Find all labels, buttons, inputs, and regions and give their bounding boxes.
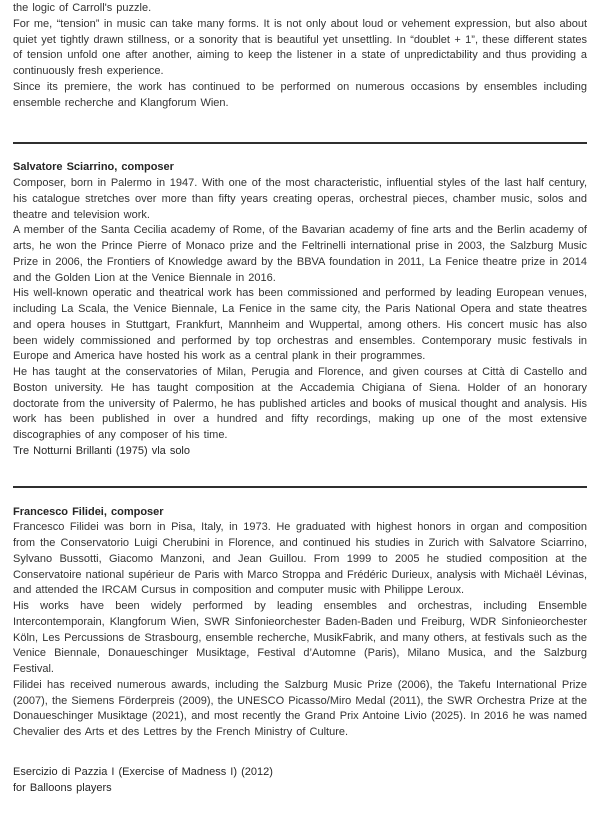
section-sciarrino-bio [13, 160, 587, 459]
work-title-tre-notturni-brillanti: Tre Notturni Brillanti (1975) vla solo [13, 444, 190, 457]
program-note-paragraph: Since its premiere, the work has continued to be performed on numerous occasions by ensembles including ensemble recherche and Klangforum Wien. [13, 80, 587, 109]
bio-paragraph: Francesco Filidei was born in Pisa, Italy, in 1973. He graduated with highest honors in organ and composition from the Conservatorio Luigi Cherubini in Florence, and continued his studies in Zurich with Salvatore Sciarrino, Sylvano Bussotti, Giacomo Manzoni, and Jean Guillou. From 1999 to 2005 he studied composition at the Conservatoire national supérieur de Paris with Marco Stroppa and Frédéric Durieux, analysis with Michaël Lévinas, and attended the IRCAM Cursus in composition and computer music with Philippe Leroux. [13, 521, 587, 597]
bio-paragraph: A member of the Santa Cecilia academy of Rome, of the Bavarian academy of fine arts and the Berlin academy of arts, he won the Prince Pierre of Monaco prize and the Feltrinelli international prise in 2003, the Salzburg Music Prize in 2006, the Frontiers of Knowledge award by the BBVA foundation in 2011, La Fenice theatre prize in 2014 and the Golden Lion at the Venice Biennale in 2016. [13, 224, 587, 284]
work-title-line: Esercizio di Pazzia I (Exercise of Madness I) (2012) [13, 765, 273, 778]
bio-paragraph: His works have been widely performed by leading ensembles and orchestras, including Ensemble Intercontemporain, Klangforum Wien, SWR Sinfonieorchester Baden-Baden und Freiburg, WDR Sinfonieorchester Köln, Les Percussions de Strasbourg, ensemble recherche, MusikFabrik, and many others, at festivals such as the Venice Biennale, Donaueschinger Musiktage, Festival d’Automne (Paris), Milano Musica, and the Salzburg Festival. [13, 600, 587, 675]
section-divider [13, 486, 587, 488]
bio-paragraph: His well-known operatic and theatrical work has been commissioned and performed by leading European venues, including La Scala, the Venice Biennale, La Fenice in the same city, the Paris National Opera and state theatres and opera houses in Stuttgart, Frankfurt, Mannheim and Wuppertal, among others. His concert music has also been widely commissioned and performed by top orchestras and ensembles. Contemporary music festivals in Europe and America have hosted his work as a central plank in their programmes. [13, 287, 587, 363]
section-filidei-bio [13, 505, 587, 797]
section-divider [13, 142, 587, 144]
work-title-esercizio-di-pazzia [13, 765, 587, 797]
program-note-paragraph: the logic of Carroll's puzzle. [13, 2, 152, 14]
bio-paragraph: Composer, born in Palermo in 1947. With one of the most characteristic, influential styles of the last half century, his catalogue stretches over more than fifty years creating operas, orchestral pieces, chamber music, solos and theatre and television work. [13, 177, 587, 221]
composer-heading-sciarrino: Salvatore Sciarrino, composer [13, 161, 174, 174]
work-title-line: for Balloons players [13, 781, 112, 794]
section-doublet-program-note [13, 1, 587, 111]
bio-paragraph: Filidei has received numerous awards, including the Salzburg Music Prize (2006), the Takefu International Prize (2007), the Siemens Förderpreis (2009), the UNESCO Picasso/Miro Medal (2011), the SWR Orchestra Prize at the Donaueschinger Musiktage (2021), and most recently the Grand Prix Antoine Livio (2025). In 2016 he was named Chevalier des Arts et des Lettres by the French Ministry of Culture. [13, 678, 587, 738]
composer-heading-filidei: Francesco Filidei, composer [13, 505, 164, 518]
program-note-paragraph: For me, “tension” in music can take many forms. It is not only about loud or vehement expression, but also about quiet yet tightly drawn stillness, or a sonority that is beautiful yet unsettling. In “doublet + 1”, these different states of tension unfold one after another, aiming to keep the listener in a state of unpredictability and thus providing a continuously fresh experience. [13, 17, 587, 77]
bio-paragraph: He has taught at the conservatories of Milan, Perugia and Florence, and given courses at Città di Castello and Boston university. He has taught composition at the Accademia Chigiana of Siena. Holder of an honorary doctorate from the university of Palermo, he has published articles and books of musical thought and analysis. His work has been published in over a hundred and fifty recordings, making up one of the most extensive discographies of any composer of his time. [13, 366, 587, 441]
